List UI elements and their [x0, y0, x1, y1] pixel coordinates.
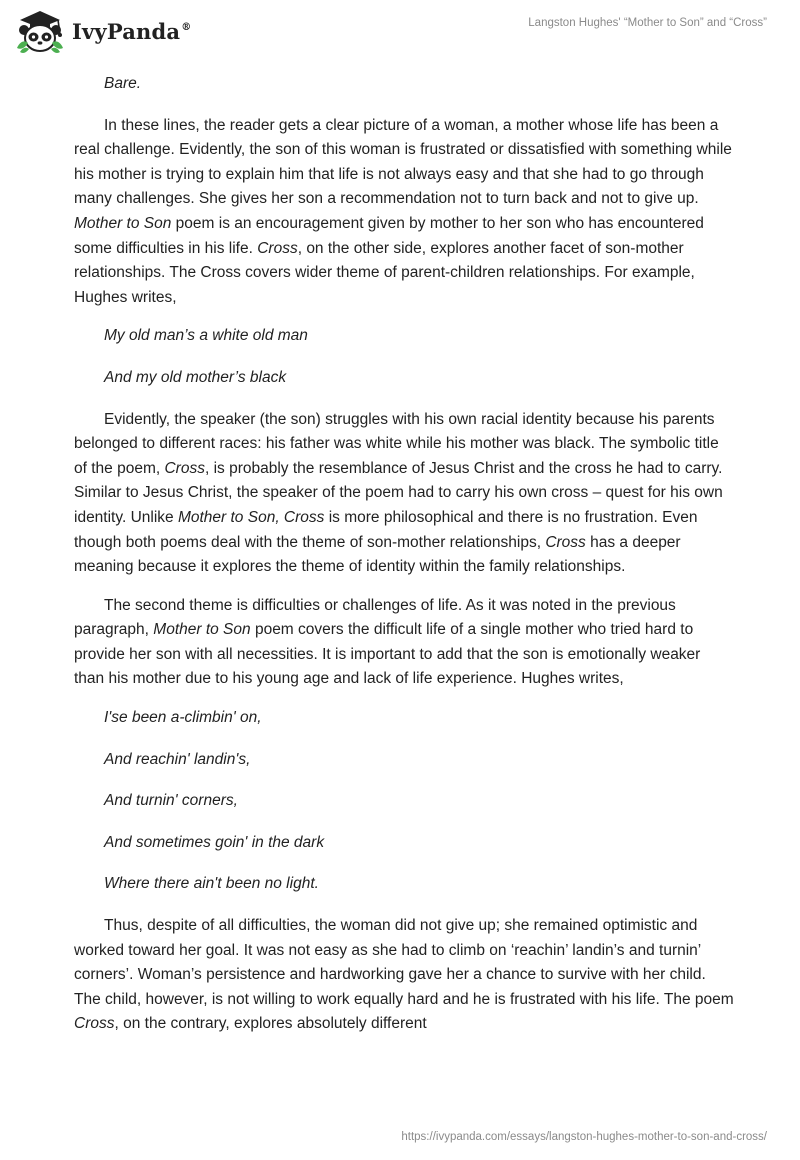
text-run: has a deeper meaning because it explores the theme of identity within the family relationships. [74, 533, 681, 576]
ivypanda-logo[interactable] [14, 8, 191, 54]
poem-title: Cross [164, 459, 205, 477]
verse-line: My old man’s a white old man [104, 327, 308, 345]
text-run: poem is an encouragement given by mother to her son who has encountered some difficulties in his life. [74, 214, 704, 257]
poem-title: Cross [257, 239, 298, 257]
page-header [0, 0, 800, 64]
registered-mark: ® [181, 21, 192, 33]
paragraph [74, 114, 734, 311]
text-run: poem covers the difficult life of a single mother who tried hard to provide her son with all necessities. It is important to add that the son is emotionally weaker than his mother due to his young age and lack of life experience. Hughes writes, [74, 621, 701, 688]
verse-line: And my old mother’s black [104, 368, 287, 386]
text-run: , on the other side, explores another facet of son-mother relationships. The Cross covers wider theme of parent-children relationships. For example, Hughes writes, [74, 239, 695, 306]
text-run: Thus, despite of all difficulties, the woman did not give up; she remained optimistic and worked toward her goal. It was not easy as she had to climb on ‘reachin’ landin’s and turnin’ corners’. Woman’s persistence and hardworking gave her a chance to survive with her child. The child, however, is not willing to work equally hard and he is frustrated with his life. The poem [74, 917, 734, 1008]
paragraph [74, 914, 734, 1037]
paragraph [74, 408, 734, 580]
document-title: Langston Hughes' “Mother to Son” and “Cross” [528, 17, 767, 29]
verse-line: And turnin' corners, [104, 792, 238, 810]
verse-line: Where there ain't been no light. [104, 875, 319, 893]
panda-graduate-icon [14, 8, 66, 54]
brand-wordmark [72, 19, 191, 44]
verse-line: I'se been a-climbin' on, [104, 709, 262, 727]
verse-line: And reachin' landin's, [104, 750, 251, 768]
text-run: , on the contrary, explores absolutely different [114, 1015, 427, 1033]
verse-line: Bare. [104, 75, 142, 92]
paragraph [74, 594, 734, 692]
text-run: is more philosophical and there is no frustration. Even though both poems deal with the theme of son-mother relationships, [74, 508, 698, 551]
text-run: In these lines, the reader gets a clear picture of a woman, a mother whose life has been a real challenge. Evidently, the son of this woman is frustrated or dissatisfied with something while his mother is trying to explain him that life is not always easy and that she had to go through many challenges. She gives her son a recommendation not to turn back and not to give up. [74, 116, 732, 208]
poem-title: Cross [74, 1015, 115, 1033]
brand-name: IvyPanda [72, 18, 181, 44]
poem-title: Mother to Son [153, 621, 251, 639]
text-run: , is probably the resemblance of Jesus Christ and the cross he had to carry. Similar to Jesus Christ, the speaker of the poem had to carry his own cross – quest for his own identity. Unlike [74, 459, 723, 526]
essay-content [74, 72, 734, 1051]
poem-title: Mother to Son, Cross [177, 508, 325, 526]
text-run: Evidently, the speaker (the son) struggles with his own racial identity because his parents belonged to different races: his father was white while his mother was black. The symbolic title of the poem, [74, 410, 719, 477]
source-url[interactable]: https://ivypanda.com/essays/langston-hughes-mother-to-son-and-cross/ [401, 1131, 767, 1143]
verse-line: And sometimes goin' in the dark [104, 833, 325, 851]
poem-title: Cross [545, 533, 586, 551]
text-run: The second theme is difficulties or challenges of life. As it was noted in the previous paragraph, [74, 596, 676, 639]
poem-title: Mother to Son [74, 214, 172, 232]
